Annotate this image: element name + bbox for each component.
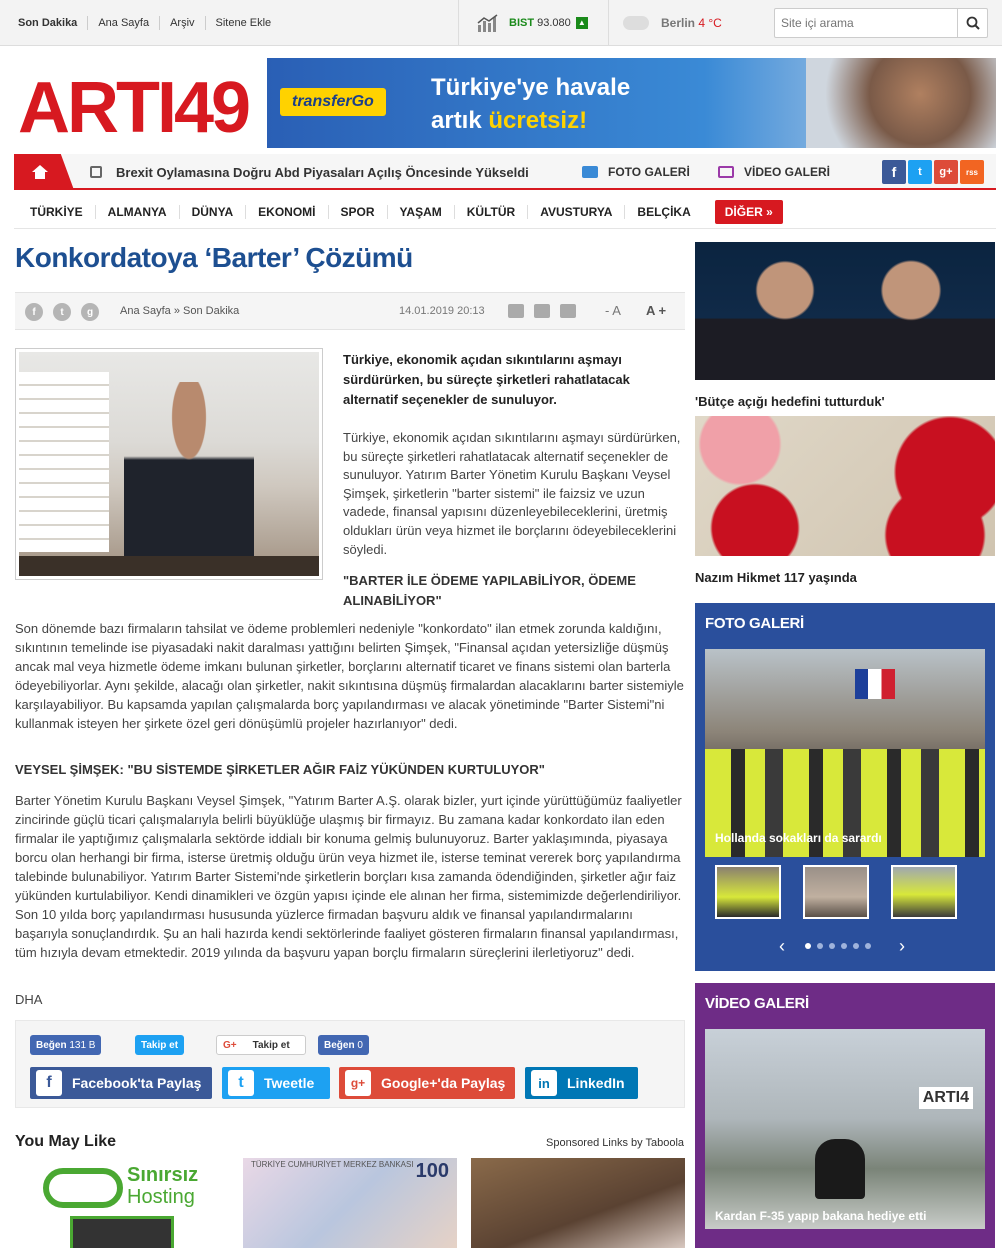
bist-value: 93.080 (537, 17, 571, 29)
sidebar-news-1-image[interactable] (695, 242, 995, 380)
article-photo (15, 348, 323, 580)
facebook-share-label: Facebook'ta Paylaş (72, 1075, 202, 1091)
search-icon (966, 16, 980, 30)
facebook-icon: f (36, 1070, 62, 1096)
article-source: DHA (15, 992, 43, 1007)
like2-count: 0 (357, 1039, 363, 1051)
link-arsiv[interactable]: Arşiv (160, 16, 205, 30)
linkedin-share-label: LinkedIn (567, 1075, 625, 1091)
banner-line2 (431, 107, 587, 135)
category-nav (14, 195, 996, 229)
banknote-value: 100 (415, 1160, 449, 1182)
ad-hosting-line2: Hosting (127, 1186, 195, 1208)
article-subheading-1: "BARTER İLE ÖDEME YAPILABİLİYOR, ÖDEME ALINABİLİYOR" (343, 573, 636, 608)
logo-number: 49 (173, 68, 249, 148)
banner-line2-b: ücretsiz! (488, 107, 588, 134)
up-arrow-icon: ▲ (576, 17, 588, 29)
server-icon (70, 1216, 174, 1248)
home-button[interactable] (14, 154, 74, 190)
video-gallery-title[interactable]: VİDEO GALERİ (705, 995, 809, 1012)
recommend-item-1[interactable] (15, 1158, 229, 1248)
google-follow-button[interactable] (216, 1035, 306, 1055)
cat-kultur[interactable]: KÜLTÜR (455, 205, 528, 219)
news-ticker[interactable] (90, 154, 529, 190)
photo-gallery-caption[interactable]: Hollanda sokakları da sarardı (715, 831, 882, 845)
gallery-flag (855, 669, 895, 699)
video-channel-logo: ARTI4 (919, 1087, 973, 1109)
google-share-label: Google+'da Paylaş (381, 1075, 506, 1091)
recommend-item-3[interactable] (471, 1158, 685, 1248)
banknote-text: TÜRKİYE CUMHURİYET MERKEZ BANKASI (251, 1160, 414, 1169)
link-sitene-ekle[interactable]: Sitene Ekle (215, 17, 272, 29)
gallery-prev-arrow[interactable]: ‹ (779, 936, 785, 956)
article-toolbar (15, 292, 685, 330)
breadcrumb (120, 305, 239, 317)
weather-city: Berlin (661, 16, 696, 30)
sponsored-label[interactable]: Sponsored Links by Taboola (546, 1137, 685, 1149)
logo-text: ARTI (18, 68, 174, 148)
twitter-icon[interactable]: t (908, 160, 932, 184)
google-plus-icon[interactable]: g+ (934, 160, 958, 184)
gallery-thumb-3[interactable] (891, 865, 957, 919)
fb-like-label: Beğen (36, 1039, 67, 1051)
twitter-icon: t (228, 1070, 254, 1096)
twitter-share-button[interactable] (222, 1067, 330, 1099)
article-subheading-2: VEYSEL ŞİMŞEK: "BU SİSTEMDE ŞİRKETLER AĞIR FAİZ YÜKÜNDEN KURTULUYOR" (15, 762, 545, 777)
breadcrumb-home[interactable]: Ana Sayfa (120, 305, 171, 317)
ticker-headline[interactable]: Brexit Oylamasına Doğru Abd Piyasaları Açılış Öncesinde Yükseldi (116, 164, 529, 180)
google-plus-icon: g+ (345, 1070, 371, 1096)
weather-temp: 4 °C (698, 16, 722, 30)
search-input[interactable] (775, 9, 955, 37)
photo-gallery-widget (695, 603, 995, 971)
gallery-dot[interactable] (841, 943, 847, 949)
tv-icon (718, 166, 734, 178)
photo-person (124, 382, 254, 576)
article-lead: Türkiye, ekonomik açıdan sıkıntılarını aşmayı sürdürürken, bu süreçte şirketleri rahatlatacak alternatif seçenekler de sunuluyor. (343, 352, 630, 407)
link-ana-sayfa[interactable]: Ana Sayfa (88, 16, 160, 30)
search-box (774, 8, 988, 38)
gallery-dot[interactable] (805, 943, 811, 949)
rss-icon[interactable]: rss (960, 160, 984, 184)
sidebar-news-2-title[interactable]: Nazım Hikmet 117 yaşında (695, 570, 857, 585)
google-share-button[interactable] (339, 1067, 515, 1099)
mail-icon[interactable] (534, 304, 550, 318)
facebook-icon[interactable]: f (882, 160, 906, 184)
banner-brand: transferGo (280, 88, 386, 116)
you-may-like-heading: You May Like (15, 1133, 117, 1150)
article-image (19, 352, 319, 576)
link-son-dakika[interactable]: Son Dakika (8, 16, 88, 30)
banner-line2-a: artık (431, 107, 489, 134)
ticker-icon (90, 166, 102, 178)
gallery-thumb-2[interactable] (803, 865, 869, 919)
cat-dunya[interactable]: DÜNYA (180, 205, 247, 219)
cat-belcika[interactable]: BELÇİKA (637, 204, 691, 219)
article-title: Konkordatoya ‘Barter’ Çözümü (15, 242, 413, 273)
photo-shelf (19, 372, 109, 552)
comment-icon[interactable] (508, 304, 524, 318)
social-links (882, 160, 984, 184)
cloud-icon (623, 16, 649, 30)
cat-turkiye[interactable]: TÜRKİYE (14, 205, 96, 219)
photo-gallery-main-image[interactable] (705, 649, 985, 857)
photo-gallery-label: FOTO GALERİ (608, 165, 690, 179)
bist-label: BIST (509, 17, 535, 29)
linkedin-share-button[interactable] (525, 1067, 638, 1099)
article-date: 14.01.2019 20:13 (399, 305, 485, 317)
gallery-thumb-1[interactable] (715, 865, 781, 919)
banner-image (806, 58, 996, 148)
recommend-item-2[interactable] (243, 1158, 457, 1248)
twitter-share-label: Tweetle (264, 1075, 315, 1091)
sidebar-news-1-title[interactable]: 'Bütçe açığı hedefini tutturduk' (695, 394, 885, 409)
article-paragraph-3: Barter Yönetim Kurulu Başkanı Veysel Şimşek, "Yatırım Barter A.Ş. olarak bizler, yurt içinde yürüttüğümüz faaliyetler zincirinde güçlü ticari çalışmalarıyla belirli büyüklüğe ulaşmış bir firmayız. Bu zamana kadar konkordato ilan eden firmalar ile yaptığımız çalışmalarla sektörde iddialı bir konuma gelmiş bulunuyoruz. Barter yaklaşımında, piyasaya borcu olan herhangi bir firma, isterse üretmiş olduğu ürün veya hizmet ile, isterse teminat vererek borç yapılandırma talebinde bulunabiliyor. Yatırım Barter Sistemi'nde şirketlerin borçları kısa zamanda ödendiğinden, şirketler ağır faiz yükünden kurtulabiliyor. Kendi dinamikleri ve özgün yapısı içinde ele alınan her firma, sistemimizde değerlendiriliyor. Son 10 yılda borç yapılandırması hususunda yüzlerce firmadan başvuru aldık ve finansal yapılandırmalarını başarıyla sonuçlandırdık. Şu an hali hazırda kendi sektörlerinde faaliyet gösteren firmaların finansal yapılandırması, tüm hızıyla devam etmektedir. 2019 yılında da başvuru yapan borçlu firmaların süreçlerini ilerletiyoruz" dedi. (15, 793, 682, 960)
site-logo[interactable] (18, 68, 248, 148)
video-gallery-widget (695, 983, 995, 1248)
top-bar (0, 0, 1002, 46)
weather-widget (608, 0, 768, 46)
photo-desk (19, 556, 319, 576)
cat-ekonomi[interactable]: EKONOMİ (246, 205, 328, 219)
camera-icon (582, 166, 598, 178)
twitter-follow-button[interactable]: Takip et (135, 1035, 184, 1055)
cat-avusturya[interactable]: AVUSTURYA (528, 205, 625, 219)
main-nav (14, 154, 996, 190)
ad-banner[interactable] (267, 58, 996, 148)
article-paragraph-2: Son dönemde bazı firmaların tahsilat ve ödeme problemleri nedeniyle "konkordato" ilan etmek zorunda kaldığını, sıkıntının temelinde ise piyasadaki nakit daralması yattığını belirten Şimşek, "Finansal açıdan yetersizliğe düşmüş ancak mal veya hizmetle ödeme imkanı bulunan şirketler, borçlarını alternatif ticaret ve finans sistemi olan barterla ödeyebiliyorlar. Aynı şekilde, alacağı olan şirketler, nakit sıkıntısına düşmüş firmalardan alacaklarını barter sistemiyle karşılayabiliyor. Bu kapsamda yapılan çalışmalarda borç yapılandırması ve alacak yönetiminde "Barter Sistemi"ni kullanmak isteyen her şirkete özel geri dönüşümlü projeler hazırlanıyor" dedi. (15, 621, 684, 731)
home-icon (32, 165, 48, 179)
gallery-dot[interactable] (865, 943, 871, 949)
article-paragraph-1: Türkiye, ekonomik açıdan sıkıntılarını aşmayı sürdürürken, bu süreçte şirketleri rahatlatacak alternatif seçenekler de sunuluyor. Yatırım Barter Yönetim Kurulu Başkanı Veysel Şimşek, şirketlerin "barter sistemi" ile faizsiz ve uzun vadede, finansal yapısını düzenleyebileceklerini, üretmiş oldukları ürün veya hizmet ile borçlarını ödeyebileceklerini söyledi. (343, 430, 681, 557)
video-figure (815, 1139, 865, 1199)
like-button-2[interactable] (318, 1035, 369, 1055)
breadcrumb-section[interactable]: Son Dakika (183, 305, 240, 317)
facebook-share-button[interactable] (30, 1067, 212, 1099)
video-gallery-caption[interactable]: Kardan F-35 yapıp bakana hediye etti (715, 1209, 927, 1223)
fb-like-count: 131 B (69, 1039, 96, 1051)
banner-line1: Türkiye'ye havale (431, 74, 631, 101)
search-button[interactable] (957, 9, 987, 37)
google-follow-label: Takip et (252, 1039, 290, 1051)
photo-gallery-title[interactable]: FOTO GALERİ (705, 615, 804, 632)
video-gallery-link[interactable] (718, 154, 830, 190)
breadcrumb-sep: » (173, 305, 180, 317)
like2-label: Beğen (324, 1039, 355, 1051)
fb-like-button[interactable] (30, 1035, 101, 1055)
ad-hosting-line1: Sınırsız (127, 1164, 199, 1186)
print-icon[interactable] (560, 304, 576, 318)
linkedin-icon: in (531, 1070, 557, 1096)
google-share-icon[interactable]: g (81, 303, 99, 321)
font-increase-button[interactable]: A + (646, 303, 667, 318)
chart-icon (477, 14, 499, 32)
photo-gallery-link[interactable] (582, 154, 690, 190)
top-links (8, 0, 281, 46)
gallery-next-arrow[interactable]: › (899, 936, 905, 956)
cat-yasam[interactable]: YAŞAM (388, 205, 455, 219)
google-follow-icon: G+ (223, 1039, 237, 1051)
share-box (15, 1020, 685, 1108)
gallery-dot[interactable] (853, 943, 859, 949)
video-gallery-label: VİDEO GALERİ (744, 165, 831, 179)
font-decrease-button[interactable]: - A (605, 303, 621, 318)
bist-widget[interactable] (458, 0, 608, 46)
sidebar-news-2-image[interactable] (695, 416, 995, 556)
gallery-pagination (805, 943, 871, 949)
twitter-share-icon[interactable]: t (53, 303, 71, 321)
gallery-dot[interactable] (817, 943, 823, 949)
infinity-icon (43, 1168, 123, 1208)
cat-diger-button[interactable]: DİĞER » (715, 200, 783, 224)
gallery-dot[interactable] (829, 943, 835, 949)
cat-almanya[interactable]: ALMANYA (96, 205, 180, 219)
cat-spor[interactable]: SPOR (329, 205, 388, 219)
video-gallery-main-image[interactable] (705, 1029, 985, 1229)
facebook-share-icon[interactable]: f (25, 303, 43, 321)
